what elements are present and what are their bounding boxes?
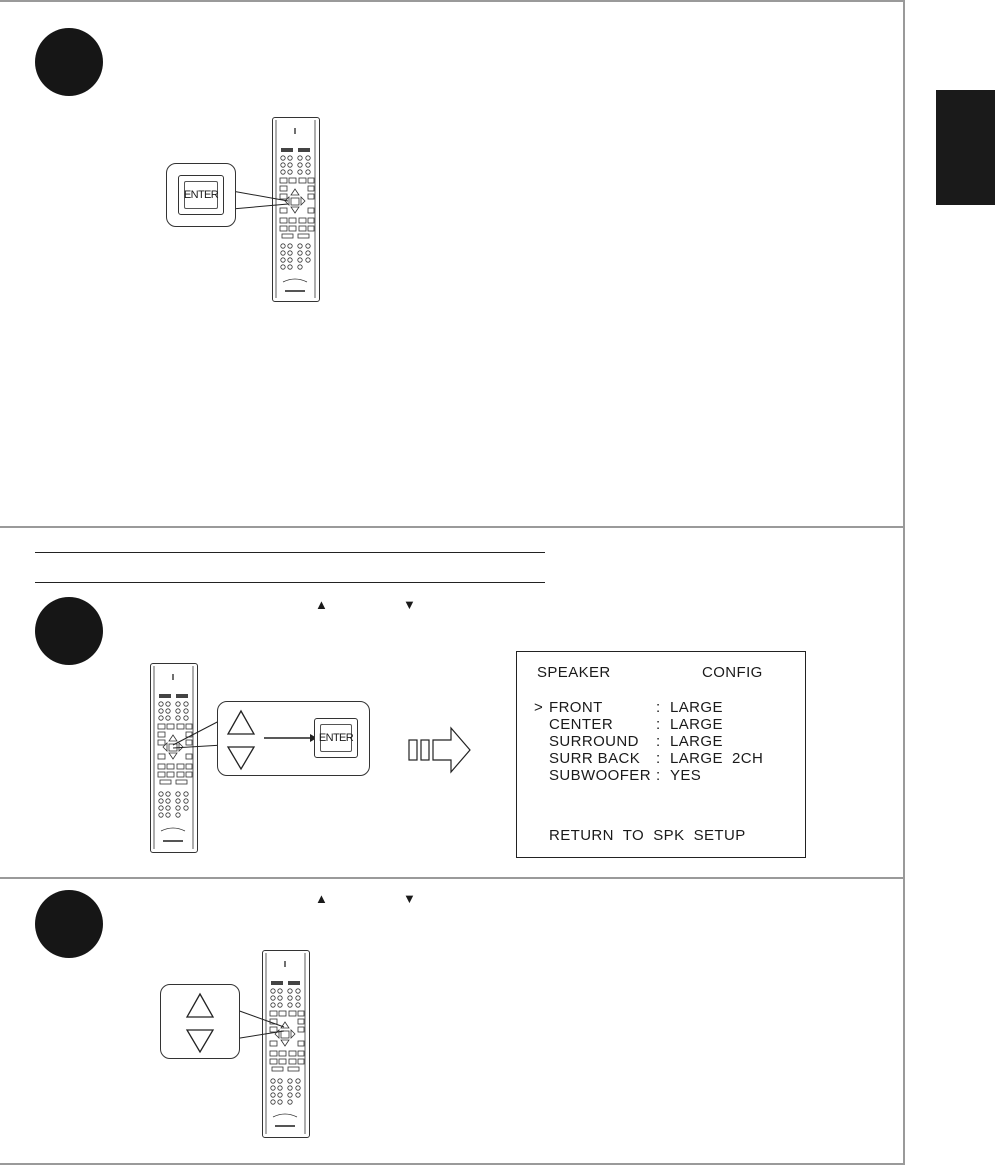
enter-button-label-2: ENTER [318,732,354,744]
step-badge-2 [35,597,103,665]
row-sep-center: : [656,716,661,733]
down-triangle-icon-3: ▼ [403,891,416,906]
up-triangle-icon-3: ▲ [315,891,328,906]
enter-button-label-1: ENTER [183,189,219,201]
up-button-icon[interactable] [226,708,256,738]
callout-arrows-3 [160,984,240,1059]
row-value-surround: LARGE [670,733,723,750]
row-sep-front: : [656,699,661,716]
up-button-icon-3[interactable] [185,991,215,1021]
enter-button-1[interactable] [178,175,224,215]
row-label-center[interactable]: CENTER [549,716,614,733]
row-sep-subwoofer: : [656,767,661,784]
row-value-subwoofer: YES [670,767,702,784]
down-button-icon[interactable] [226,744,256,772]
remote-control-2 [150,663,198,853]
section-divider-1 [0,526,905,528]
callout-pointer-1 [230,175,290,215]
result-arrow-icon [408,726,472,774]
row-label-surround[interactable]: SURROUND [549,733,639,750]
enter-button-2[interactable] [314,718,358,758]
step-badge-1 [35,28,103,96]
rule-top [35,552,545,553]
speaker-config-screen [516,651,806,858]
row-label-subwoofer[interactable]: SUBWOOFER [549,767,651,784]
down-button-icon-3[interactable] [185,1027,215,1055]
row-sep-surr-back: : [656,750,661,767]
row-sep-surround: : [656,733,661,750]
callout-arrows-enter [217,701,370,776]
section-divider-2 [0,877,905,879]
callout-pointer-3 [232,1005,287,1045]
row-value-front: LARGE [670,699,723,716]
up-triangle-icon: ▲ [315,597,328,612]
screen-title-right: CONFIG [702,664,763,681]
row-label-surr-back[interactable]: SURR BACK [549,750,641,767]
remote-buttons-drawing-2 [151,664,196,851]
chapter-tab [936,90,995,205]
screen-title-left: SPEAKER [537,664,611,681]
callout-enter-1 [166,163,236,227]
rule-bottom [35,582,545,583]
arrow-right-icon [264,732,318,744]
screen-footer[interactable]: RETURN TO SPK SETUP [549,827,746,844]
row-label-front[interactable]: FRONT [549,699,603,716]
row-value-center: LARGE [670,716,723,733]
selection-cursor: > [534,699,544,716]
down-triangle-icon: ▼ [403,597,416,612]
step-badge-3 [35,890,103,958]
row-value-surr-back: LARGE 2CH [670,750,764,767]
